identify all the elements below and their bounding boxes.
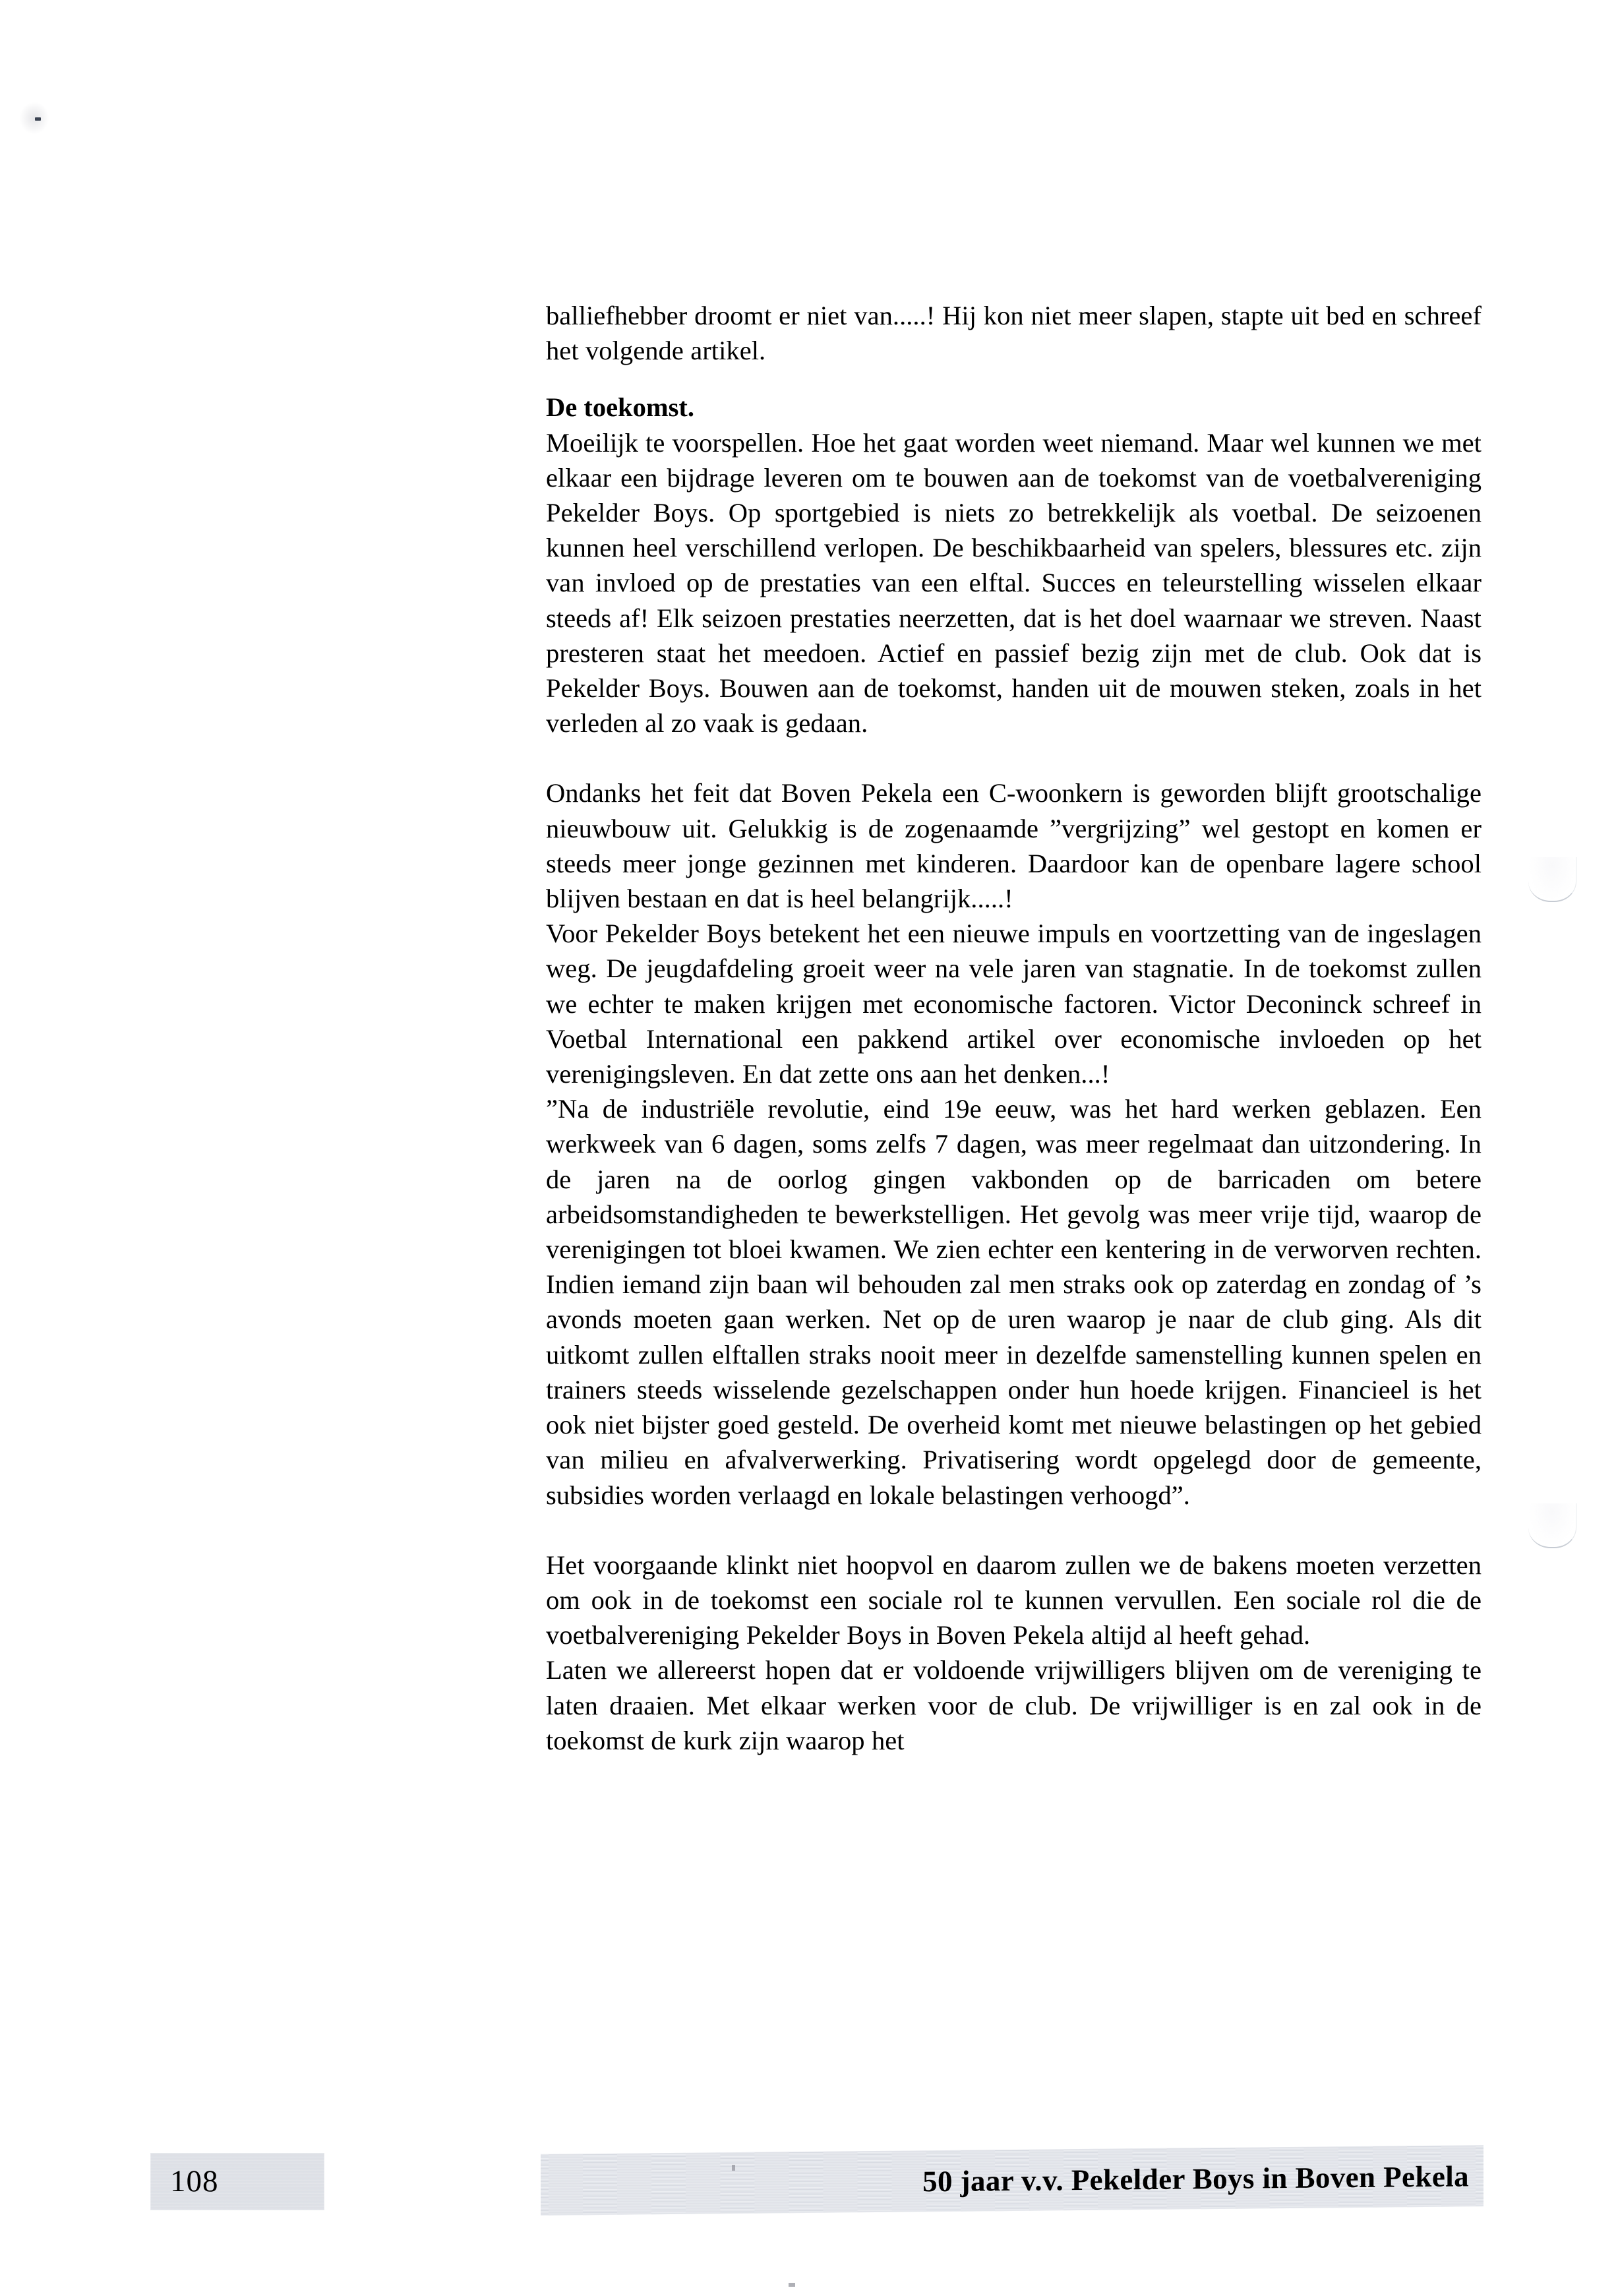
paragraph-toekomst: Moeilijk te voorspellen. Hoe het gaat worden weet niemand. Maar wel kunnen we met elkaar een bijdrage leveren om te bouwen aan de toekomst van de voetbalvereniging Pekelder Boys. Op sportgebied is niets zo betrekkelijk als voetbal. De seizoenen kunnen heel verschillend verlopen. De beschikbaarheid van spelers, blessures etc. zijn van invloed op de prestaties van een elftal. Succes en teleurstelling wisselen elkaar steeds af! Elk seizoen prestaties neerzetten, dat is het doel waarnaar we streven. Naast presteren staat het meedoen. Actief en passief bezig zijn met de club. Ook dat is Pekelder Boys. Bouwen aan de toekomst, handen uit de mouwen steken, zoals in het verleden al zo vaak is gedaan. bbox=[546, 427, 1482, 739]
paragraph-quote-deconinck: ”Na de industriële revolutie, eind 19e eeuw, was het hard werken geblazen. Een werkweek van 6 dagen, soms zelfs 7 dagen, was meer regelmaat dan uitzondering. In de jaren na de oorlog gingen vakbonden op de barricaden om betere arbeidsomstandigheden te bewerkstelligen. Het gevolg was meer vrije tijd, waarop de verenigingen tot bloei kwamen. We zien echter een kentering in de verworven rechten. Indien iemand zijn baan wil behouden zal men straks ook op zaterdag en zondag of ’s avonds moeten gaan werken. Net op de uren waarop je naar de club ging. Als dit uitkomt zullen elftallen straks nooit meer in dezelfde samenstelling kunnen spelen en trainers steeds wisselende gezelschappen onder hun hoede krijgen. Financieel is het ook niet bijster goed gesteld. De overheid komt met nieuwe belastingen op het gebied van milieu en afvalverwerking. Privatisering wordt opgelegd door de gemeente, subsidies worden verlaagd en lokale belastingen verhoogd”. bbox=[546, 1094, 1482, 1510]
bottom-speck-artifact bbox=[789, 2283, 795, 2287]
paragraph-laten-we-allereerst: Laten we allereerst hopen dat er voldoende vrijwilligers blijven om de vereniging te laten draaien. Met elkaar werken voor de club. De vrijwilliger is en zal ook in de toekomst de kurk zijn waarop het bbox=[546, 1655, 1482, 1755]
paragraph-spacer bbox=[546, 1513, 1482, 1548]
paragraph-het-voorgaande: Het voorgaande klinkt niet hoopvol en daarom zullen we de bakens moeten verzetten om ook in de toekomst een sociale rol te kunnen vervullen. Een sociale rol die de voetbalvereniging Pekelder Boys in Boven Pekela altijd al heeft gehad. bbox=[546, 1550, 1482, 1650]
section-heading-de-toekomst: De toekomst. bbox=[546, 392, 694, 423]
paragraph-spacer bbox=[546, 740, 1482, 775]
scan-blur-artifact bbox=[20, 102, 49, 134]
body-text-column bbox=[546, 298, 1482, 1758]
paragraph-spacer bbox=[546, 368, 1482, 390]
footer-book-title: 50 jaar v.v. Pekelder Boys in Boven Pekela bbox=[922, 2159, 1469, 2198]
footer-speck-artifact bbox=[732, 2165, 735, 2171]
paragraph-continued: balliefhebber droomt er niet van.....! Hij kon niet meer slapen, stapte uit bed en schreef het volgende artikel. bbox=[546, 301, 1482, 366]
page-curl-artifact-upper bbox=[1528, 857, 1576, 902]
paragraph-voor-pekelder-boys: Voor Pekelder Boys betekent het een nieuwe impuls en voortzetting van de ingeslagen weg. De jeugdafdeling groeit weer na vele jaren van stagnatie. In de toekomst zullen we echter te maken krijgen met economische factoren. Victor Deconinck schreef in Voetbal International een pakkend artikel over economische invloeden op het verenigingsleven. En dat zette ons aan het denken...! bbox=[546, 919, 1482, 1089]
scan-speck-artifact bbox=[35, 117, 41, 121]
page-footer bbox=[0, 2146, 1618, 2232]
paragraph-ondanks: Ondanks het feit dat Boven Pekela een C-woonkern is geworden blijft grootschalige nieuwbouw uit. Gelukkig is de zogenaamde ”vergrijzing” wel gestopt en komen er steeds meer jonge gezinnen met kinderen. Daardoor kan de openbare lagere school blijven bestaan en dat is heel belangrijk.....! bbox=[546, 778, 1482, 914]
page-curl-artifact-lower bbox=[1528, 1503, 1576, 1548]
page-number: 108 bbox=[170, 2164, 219, 2198]
